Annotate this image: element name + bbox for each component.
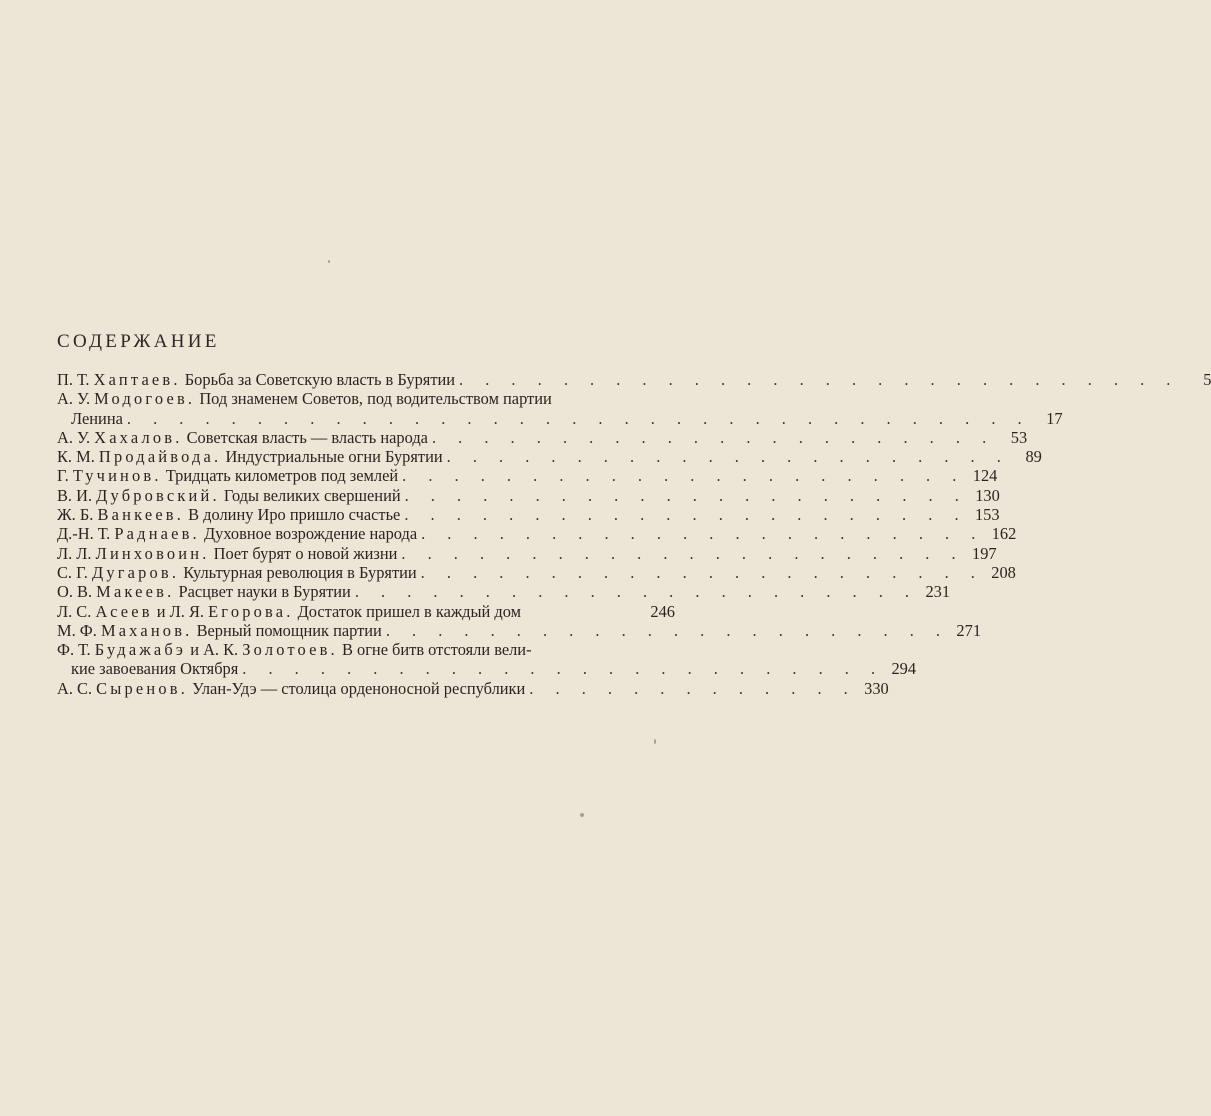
entry-title: Духовное возрождение народа xyxy=(203,524,418,544)
entry-author: Линховоин. xyxy=(95,543,210,563)
entry-page: 294 xyxy=(891,659,917,679)
entry-author: Продайвода. xyxy=(98,447,222,467)
entry-page: 153 xyxy=(974,505,1000,525)
entry-author: Раднаев. xyxy=(114,524,200,544)
leader-dots: . . . . . . . . . . . . . . . . . . . . . . xyxy=(421,524,985,544)
toc-entry xyxy=(57,640,675,659)
entry-author-second: Золотоев. xyxy=(242,640,338,660)
entry-initials: Ф. Т. xyxy=(57,640,91,660)
entry-text xyxy=(57,602,521,621)
entry-title: В долину Иро пришло счастье xyxy=(188,505,401,525)
entry-text xyxy=(57,524,417,543)
entry-text xyxy=(57,409,123,428)
entry-page: 5 xyxy=(1203,370,1211,389)
entry-text xyxy=(57,621,382,640)
entry-page: 124 xyxy=(972,466,998,486)
entry-text xyxy=(57,370,455,389)
entry-author: Хаптаев. xyxy=(93,370,181,389)
entry-joiner: и Л. Я. xyxy=(156,601,204,621)
toc-entry xyxy=(57,447,1042,467)
toc-entry xyxy=(57,524,1017,544)
entry-title: Поет бурят о новой жизни xyxy=(213,543,398,563)
entry-initials: Л. Л. xyxy=(57,543,92,563)
entry-title: Культурная революция в Бурятии xyxy=(183,562,417,582)
entry-title: Годы великих свершений xyxy=(223,485,401,505)
entry-initials: Г. xyxy=(57,466,69,486)
entry-initials: Л. С. xyxy=(57,601,92,621)
leader-dots: . . . . . . . . . . . . . . . . . . . . . . xyxy=(404,485,968,505)
leader-dots: . . . . . . . . . . . . . . . . . . . . . . xyxy=(420,562,984,582)
toc-entry xyxy=(57,582,951,602)
entry-page: 89 xyxy=(1025,447,1042,467)
toc-entry-continuation xyxy=(57,408,1063,428)
entry-initials: С. Г. xyxy=(57,562,88,582)
leader-dots: . . . . . . . . . . . . . . . . . . . . . . . . . . . . xyxy=(459,370,1180,389)
entry-author: Макеев. xyxy=(96,582,175,602)
toc-entry xyxy=(57,620,982,640)
entry-title: Расцвет науки в Бурятии xyxy=(178,582,351,602)
entry-author: Тучинов. xyxy=(72,466,162,486)
entry-page: 162 xyxy=(991,524,1017,544)
entry-text xyxy=(57,389,552,408)
toc-entry xyxy=(57,543,997,563)
entry-text xyxy=(57,428,428,447)
toc-entry xyxy=(57,466,998,486)
entry-joiner: и А. К. xyxy=(190,640,239,660)
entry-author: Будажабэ xyxy=(94,640,187,660)
leader-dots: . . . . . . . . . . . . . . . . . . . . . . xyxy=(446,447,1010,467)
entry-initials: А. У. xyxy=(57,427,91,447)
entry-page: 330 xyxy=(864,678,889,698)
entry-text xyxy=(57,659,238,678)
entry-text xyxy=(57,505,400,524)
entry-text xyxy=(57,679,525,698)
entry-page: 271 xyxy=(956,620,982,640)
paper-speck xyxy=(580,813,584,817)
toc-entry xyxy=(57,427,1028,447)
entry-title: Борьба за Советскую власть в Бурятии xyxy=(184,370,456,389)
entry-author: Дубровский. xyxy=(96,485,220,505)
entry-initials: К. М. xyxy=(57,447,95,467)
table-of-contents xyxy=(57,370,1211,698)
leader-dots: . . . . . . . . . . . . . . . . . . . . . . . . . xyxy=(242,659,885,679)
entry-initials: Д.-Н. Т. xyxy=(57,524,111,544)
entry-page: 197 xyxy=(972,543,997,563)
entry-text xyxy=(57,563,417,582)
leader-dots: . . . . . . . . . . . . . xyxy=(529,678,857,698)
entry-author: Ванкеев. xyxy=(97,505,185,525)
entry-page: 17 xyxy=(1046,408,1063,428)
toc-entry xyxy=(57,602,675,621)
entry-page: 208 xyxy=(991,562,1016,582)
entry-title: Индустриальные огни Бурятии xyxy=(225,447,443,467)
entry-author: Сыренов. xyxy=(96,678,188,698)
entry-author-second: Егорова. xyxy=(208,601,294,621)
entry-title: Ленина xyxy=(71,408,123,428)
leader-dots: . . . . . . . . . . . . . . . . . . . . . . . . . . . . . . . . . . . xyxy=(126,408,1031,428)
entry-page: 130 xyxy=(975,485,1000,505)
leader-dots: . . . . . . . . . . . . . . . . . . . . . . xyxy=(402,466,966,486)
toc-entry xyxy=(57,389,675,408)
entry-text xyxy=(57,486,401,505)
leader-dots: . . . . . . . . . . . . . . . . . . . . . . xyxy=(401,543,965,563)
entry-initials: Ж. Б. xyxy=(57,505,94,525)
entry-text xyxy=(57,544,397,563)
entry-text xyxy=(57,582,351,601)
leader-dots: . . . . . . . . . . . . . . . . . . . . . . xyxy=(354,582,919,602)
entry-initials: М. Ф. xyxy=(57,620,97,640)
entry-title: Верный помощник партии xyxy=(196,620,382,640)
entry-title: Под знаменем Советов, под водительством партии xyxy=(199,389,552,409)
entry-initials: А. У. xyxy=(57,389,91,409)
entry-author: Дугаров. xyxy=(91,562,180,582)
entry-title: кие завоевания Октября xyxy=(71,659,239,679)
entry-page: 246 xyxy=(650,601,675,621)
entry-text xyxy=(57,447,443,466)
entry-author: Маханов. xyxy=(100,620,193,640)
entry-page: 231 xyxy=(925,582,951,602)
entry-initials: В. И. xyxy=(57,485,93,505)
toc-entry xyxy=(57,505,1000,525)
entry-title: В огне битв отстояли вели- xyxy=(341,640,532,660)
paper-speck xyxy=(328,260,330,263)
entry-author: Хахалов. xyxy=(94,427,183,447)
entry-title: Тридцать километров под землей xyxy=(165,466,399,486)
toc-entry xyxy=(57,485,1000,505)
entry-title: Улан-Удэ — столица орденоносной республики xyxy=(192,678,526,698)
paper-speck xyxy=(654,739,656,744)
leader-dots: . . . . . . . . . . . . . . . . . . . . . . xyxy=(404,505,968,525)
entry-title: Достаток пришел в каждый дом xyxy=(297,601,521,621)
leader-dots: . . . . . . . . . . . . . . . . . . . . . . xyxy=(431,427,996,447)
leader-dots: . . . . . . . . . . . . . . . . . . . . . . xyxy=(385,620,950,640)
toc-entry xyxy=(57,370,1211,389)
toc-entry xyxy=(57,562,1016,582)
entry-initials: П. Т. xyxy=(57,370,90,389)
entry-author: Модогоев. xyxy=(94,389,196,409)
toc-heading: СОДЕРЖАНИЕ xyxy=(57,331,220,352)
toc-entry-continuation xyxy=(57,659,917,679)
entry-page: 53 xyxy=(1010,427,1028,447)
entry-text xyxy=(57,466,398,485)
entry-initials: А. С. xyxy=(57,678,93,698)
entry-text xyxy=(57,640,532,659)
entry-author: Асеев xyxy=(95,601,153,621)
toc-entry xyxy=(57,678,889,698)
entry-initials: О. В. xyxy=(57,582,93,602)
entry-title: Советская власть — власть народа xyxy=(186,427,428,447)
